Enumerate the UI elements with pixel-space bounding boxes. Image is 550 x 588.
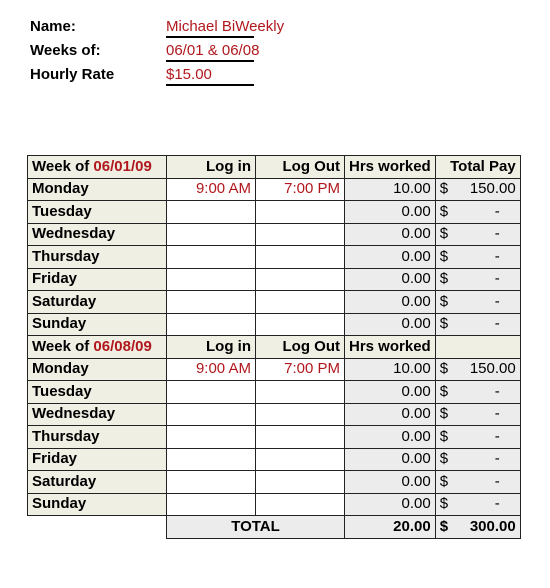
total-pay-cell <box>435 426 520 449</box>
total-pay-cell <box>435 268 520 291</box>
pay-value <box>440 494 516 514</box>
hrs-worked-cell: 0.00 <box>345 223 436 246</box>
week-date[interactable]: 06/01/09 <box>93 157 152 175</box>
day-name: Tuesday <box>28 201 167 224</box>
day-name: Saturday <box>28 471 167 494</box>
currency-symbol: $ <box>439 202 449 220</box>
currency-symbol: $ <box>439 495 449 513</box>
log-out-cell[interactable] <box>256 313 345 336</box>
log-in-cell[interactable] <box>167 223 256 246</box>
hrs-worked-header: Hrs worked <box>345 156 436 179</box>
log-out-cell[interactable] <box>256 471 345 494</box>
pay-amount: - <box>494 427 500 445</box>
log-out-cell[interactable] <box>256 291 345 314</box>
currency-symbol: $ <box>439 427 449 445</box>
log-out-cell[interactable]: 7:00 PM <box>256 358 345 381</box>
log-out-header: Log Out <box>256 156 345 179</box>
pay-amount: 150.00 <box>469 180 516 198</box>
day-name: Friday <box>28 448 167 471</box>
pay-amount: 150.00 <box>469 360 516 378</box>
log-out-cell[interactable] <box>256 381 345 404</box>
currency-symbol: $ <box>439 292 449 310</box>
log-in-cell[interactable]: 9:00 AM <box>167 178 256 201</box>
week-label: Week of <box>32 157 94 175</box>
weeks-label: Weeks of: <box>30 42 101 59</box>
log-out-header: Log Out <box>256 336 345 359</box>
total-pay-cell <box>435 381 520 404</box>
hrs-worked-cell: 0.00 <box>345 426 436 449</box>
pay-value <box>440 269 516 289</box>
log-in-cell[interactable] <box>167 403 256 426</box>
log-in-cell[interactable] <box>167 268 256 291</box>
table-row <box>28 223 521 246</box>
hrs-worked-cell: 0.00 <box>345 471 436 494</box>
pay-value <box>440 292 516 312</box>
currency-symbol: $ <box>439 270 449 288</box>
log-in-cell[interactable] <box>167 381 256 404</box>
week-date[interactable]: 06/08/09 <box>93 337 152 355</box>
currency-symbol: $ <box>439 225 449 243</box>
total-pay-cell <box>435 471 520 494</box>
log-out-cell[interactable] <box>256 448 345 471</box>
table-row <box>28 268 521 291</box>
day-name: Tuesday <box>28 381 167 404</box>
total-pay-cell <box>435 313 520 336</box>
day-name: Sunday <box>28 493 167 516</box>
currency-symbol: $ <box>439 405 449 423</box>
week-label: Week of <box>32 337 94 355</box>
total-pay-cell <box>435 201 520 224</box>
pay-amount: - <box>494 292 500 310</box>
pay-value <box>440 202 516 222</box>
hourly-rate-field[interactable]: $15.00 <box>166 66 254 86</box>
hrs-worked-cell: 0.00 <box>345 268 436 291</box>
total-pay-cell <box>435 403 520 426</box>
day-name: Thursday <box>28 246 167 269</box>
pay-amount: - <box>494 495 500 513</box>
hrs-worked-cell: 0.00 <box>345 313 436 336</box>
total-pay-cell <box>435 178 520 201</box>
hrs-worked-header: Hrs worked <box>345 336 436 359</box>
total-pay-cell <box>435 246 520 269</box>
pay-value <box>440 314 516 334</box>
total-label: TOTAL <box>167 516 345 539</box>
total-pay-cell <box>435 358 520 381</box>
table-row <box>28 493 521 516</box>
currency-symbol: $ <box>439 360 449 378</box>
hourly-rate-label: Hourly Rate <box>30 66 115 83</box>
table-row <box>28 358 521 381</box>
log-in-cell[interactable] <box>167 426 256 449</box>
total-pay-cell <box>435 223 520 246</box>
pay-amount: - <box>494 202 500 220</box>
total-spacer <box>28 516 167 539</box>
total-hrs: 20.00 <box>345 516 436 539</box>
currency-symbol: $ <box>439 382 449 400</box>
pay-amount: - <box>494 472 500 490</box>
hrs-worked-cell: 0.00 <box>345 246 436 269</box>
pay-amount: - <box>494 382 500 400</box>
pay-amount: - <box>494 405 500 423</box>
log-out-cell[interactable] <box>256 268 345 291</box>
name-field[interactable]: Michael BiWeekly <box>166 18 254 38</box>
week-label-cell <box>28 156 167 179</box>
log-in-cell[interactable] <box>167 246 256 269</box>
table-row <box>28 201 521 224</box>
pay-amount: - <box>494 225 500 243</box>
total-row <box>28 516 521 539</box>
hrs-worked-cell: 0.00 <box>345 291 436 314</box>
day-name: Saturday <box>28 291 167 314</box>
pay-value <box>440 472 516 492</box>
hrs-worked-cell: 0.00 <box>345 493 436 516</box>
log-out-cell[interactable] <box>256 403 345 426</box>
currency-symbol: $ <box>439 472 449 490</box>
hrs-worked-cell: 0.00 <box>345 448 436 471</box>
hrs-worked-cell: 0.00 <box>345 403 436 426</box>
table-row <box>28 426 521 449</box>
currency-symbol: $ <box>439 180 449 198</box>
table-row <box>28 313 521 336</box>
log-in-cell[interactable] <box>167 448 256 471</box>
pay-value <box>440 247 516 267</box>
day-name: Friday <box>28 268 167 291</box>
table-row <box>28 246 521 269</box>
timesheet-table <box>27 155 521 539</box>
name-label: Name: <box>30 18 76 35</box>
day-name: Wednesday <box>28 403 167 426</box>
total-pay-header <box>435 336 520 359</box>
pay-amount: - <box>494 450 500 468</box>
currency-symbol: $ <box>439 517 449 535</box>
hrs-worked-cell: 10.00 <box>345 358 436 381</box>
currency-symbol: $ <box>439 450 449 468</box>
table-row <box>28 178 521 201</box>
currency-symbol: $ <box>439 247 449 265</box>
total-pay-cell <box>435 291 520 314</box>
pay-value <box>440 449 516 469</box>
pay-value <box>440 224 516 244</box>
pay-amount: - <box>494 247 500 265</box>
table-row <box>28 291 521 314</box>
total-pay-cell <box>435 493 520 516</box>
log-in-header: Log in <box>167 156 256 179</box>
week-label-cell <box>28 336 167 359</box>
log-out-cell[interactable]: 7:00 PM <box>256 178 345 201</box>
table-row <box>28 403 521 426</box>
log-in-cell[interactable] <box>167 201 256 224</box>
total-pay-value <box>440 517 516 537</box>
log-in-cell[interactable] <box>167 471 256 494</box>
log-out-cell[interactable] <box>256 493 345 516</box>
log-out-cell[interactable] <box>256 201 345 224</box>
day-name: Sunday <box>28 313 167 336</box>
log-in-cell[interactable] <box>167 291 256 314</box>
currency-symbol: $ <box>439 315 449 333</box>
pay-amount: - <box>494 315 500 333</box>
total-pay-amount: 300.00 <box>469 517 516 535</box>
log-out-cell[interactable] <box>256 246 345 269</box>
day-name: Monday <box>28 358 167 381</box>
hrs-worked-cell: 10.00 <box>345 178 436 201</box>
total-pay <box>435 516 520 539</box>
hrs-worked-cell: 0.00 <box>345 201 436 224</box>
hrs-worked-cell: 0.00 <box>345 381 436 404</box>
week-header-row <box>28 156 521 179</box>
pay-value <box>440 404 516 424</box>
log-out-cell[interactable] <box>256 426 345 449</box>
day-name: Thursday <box>28 426 167 449</box>
table-row <box>28 471 521 494</box>
total-pay-header: Total Pay <box>435 156 520 179</box>
pay-value <box>440 427 516 447</box>
log-in-cell[interactable] <box>167 313 256 336</box>
table-row <box>28 448 521 471</box>
table-row <box>28 381 521 404</box>
day-name: Wednesday <box>28 223 167 246</box>
pay-amount: - <box>494 270 500 288</box>
pay-value <box>440 382 516 402</box>
log-in-header: Log in <box>167 336 256 359</box>
log-out-cell[interactable] <box>256 223 345 246</box>
log-in-cell[interactable]: 9:00 AM <box>167 358 256 381</box>
total-pay-cell <box>435 448 520 471</box>
week-header-row <box>28 336 521 359</box>
pay-value <box>440 179 516 199</box>
day-name: Monday <box>28 178 167 201</box>
pay-value <box>440 359 516 379</box>
weeks-field[interactable]: 06/01 & 06/08 <box>166 42 254 62</box>
log-in-cell[interactable] <box>167 493 256 516</box>
